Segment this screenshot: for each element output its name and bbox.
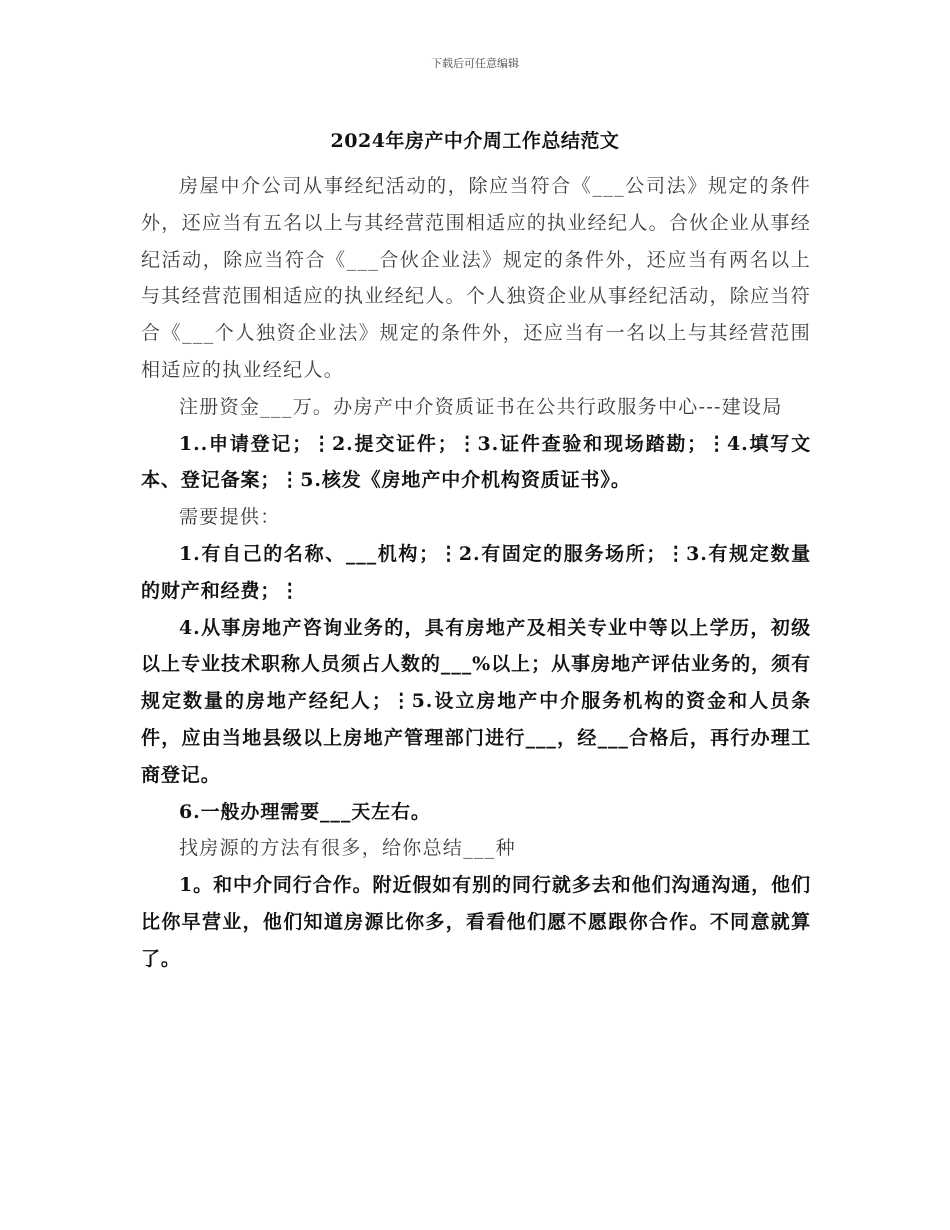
paragraph-find-listings-intro: 找房源的方法有很多，给你总结___种 (179, 837, 516, 860)
paragraph-find-listings-method-1: 1。和中介同行合作。附近假如有别的同行就多去和他们沟通沟通，他们比你早营业，他们知道房源比你多，看看他们愿不愿跟你合作。不同意就算了。 (141, 874, 811, 970)
paragraph-company-requirements: 房屋中介公司从事经纪活动的，除应当符合《___公司法》规定的条件外，还应当有五名以上与其经营范围相适应的执业经纪人。合伙企业从事经纪活动，除应当符合《___合伙企业法》规定的条件外，还应当有两名以上与其经营范围相适应的执业经纪人。个人独资企业从事经纪活动，除应当符合《___个人独资企业法》规定的条件外，还应当有一名以上与其经营范围相适应的执业经纪人。 (141, 175, 811, 381)
paragraph-application-steps: 1..申请登记；⋮2.提交证件；⋮3.证件查验和现场踏勘；⋮4.填写文本、登记备案；⋮5.核发《房地产中介机构资质证书》。 (141, 432, 811, 492)
header-note: 下载后可任意编辑 (431, 57, 519, 70)
paragraph-conditions-4-5: 4.从事房地产咨询业务的，具有房地产及相关专业中等以上学历，初级以上专业技术职称人员须占人数的___%以上；从事房地产评估业务的，须有规定数量的房地产经纪人；⋮5.设立房地产中介服务机构的资金和人员条件，应由当地县级以上房地产管理部门进行___，经___合格后，再行办理工商登记。 (141, 616, 811, 786)
document-title: 2024年房产中介周工作总结范文 (330, 130, 620, 152)
paragraph-processing-time: 6.一般办理需要___天左右。 (179, 800, 431, 823)
document-body (141, 168, 811, 978)
paragraph-need-provide: 需要提供： (179, 506, 281, 529)
paragraph-conditions-1-3: 1.有自己的名称、___机构；⋮2.有固定的服务场所；⋮3.有规定数量的财产和经费；⋮ (141, 542, 811, 602)
paragraph-registered-capital: 注册资金___万。办房产中介资质证书在公共行政服务中心---建设局 (179, 395, 783, 418)
